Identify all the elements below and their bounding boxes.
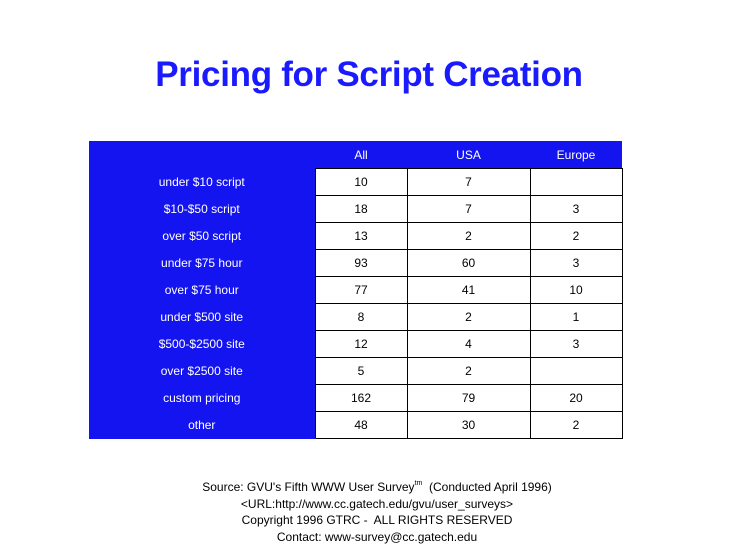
footer xyxy=(0,476,729,545)
copyright-line: Copyright 1996 GTRC - ALL RIGHTS RESERVED xyxy=(241,513,513,527)
table-row xyxy=(89,169,622,196)
data-cell: 48 xyxy=(315,412,407,439)
data-cell: 10 xyxy=(530,277,622,304)
data-cell: 93 xyxy=(315,250,407,277)
row-label: $500-$2500 site xyxy=(89,331,315,358)
table-row xyxy=(89,331,622,358)
data-cell: 18 xyxy=(315,196,407,223)
table-row xyxy=(89,196,622,223)
data-cell: 10 xyxy=(315,169,407,196)
data-cell xyxy=(530,358,622,385)
survey-url[interactable]: <URL:http://www.cc.gatech.edu/gvu/user_surveys> xyxy=(240,496,514,511)
data-cell: 2 xyxy=(407,358,530,385)
data-cell: 3 xyxy=(530,196,622,223)
data-cell: 5 xyxy=(315,358,407,385)
column-header: Europe xyxy=(530,141,622,169)
data-cell: 77 xyxy=(315,277,407,304)
row-label: over $2500 site xyxy=(89,358,315,385)
row-label: other xyxy=(89,412,315,439)
table-row xyxy=(89,277,622,304)
row-label: custom pricing xyxy=(89,385,315,412)
trademark-mark: tm xyxy=(414,480,423,487)
data-cell: 2 xyxy=(530,223,622,250)
survey-date: (Conducted April 1996) xyxy=(422,480,552,494)
corner-cell xyxy=(89,141,315,169)
source-text: Source: GVU's Fifth WWW User Survey xyxy=(202,480,415,494)
data-cell: 4 xyxy=(407,331,530,358)
row-label: under $500 site xyxy=(89,304,315,331)
data-cell: 7 xyxy=(407,169,530,196)
data-cell: 20 xyxy=(530,385,622,412)
source-line xyxy=(0,476,729,496)
data-cell xyxy=(530,169,622,196)
header-row xyxy=(89,141,622,169)
column-header: All xyxy=(315,141,407,169)
row-label: over $50 script xyxy=(89,223,315,250)
contact-line[interactable]: Contact: www-survey@cc.gatech.edu xyxy=(276,529,478,544)
page-title: Pricing for Script Creation xyxy=(155,55,583,94)
data-cell: 79 xyxy=(407,385,530,412)
data-cell: 41 xyxy=(407,277,530,304)
table-row xyxy=(89,304,622,331)
row-label: over $75 hour xyxy=(89,277,315,304)
data-cell: 162 xyxy=(315,385,407,412)
table-row xyxy=(89,223,622,250)
data-cell: 2 xyxy=(407,304,530,331)
data-cell: 30 xyxy=(407,412,530,439)
table-row xyxy=(89,250,622,277)
data-cell: 3 xyxy=(530,250,622,277)
table-row xyxy=(89,385,622,412)
pricing-table xyxy=(89,141,623,439)
column-header: USA xyxy=(407,141,530,169)
data-cell: 7 xyxy=(407,196,530,223)
data-cell: 2 xyxy=(407,223,530,250)
row-label: $10-$50 script xyxy=(89,196,315,223)
data-cell: 2 xyxy=(530,412,622,439)
data-cell: 12 xyxy=(315,331,407,358)
table-row xyxy=(89,358,622,385)
table-row xyxy=(89,412,622,439)
data-cell: 60 xyxy=(407,250,530,277)
row-label: under $10 script xyxy=(89,169,315,196)
data-cell: 1 xyxy=(530,304,622,331)
data-cell: 3 xyxy=(530,331,622,358)
data-cell: 13 xyxy=(315,223,407,250)
row-label: under $75 hour xyxy=(89,250,315,277)
data-cell: 8 xyxy=(315,304,407,331)
